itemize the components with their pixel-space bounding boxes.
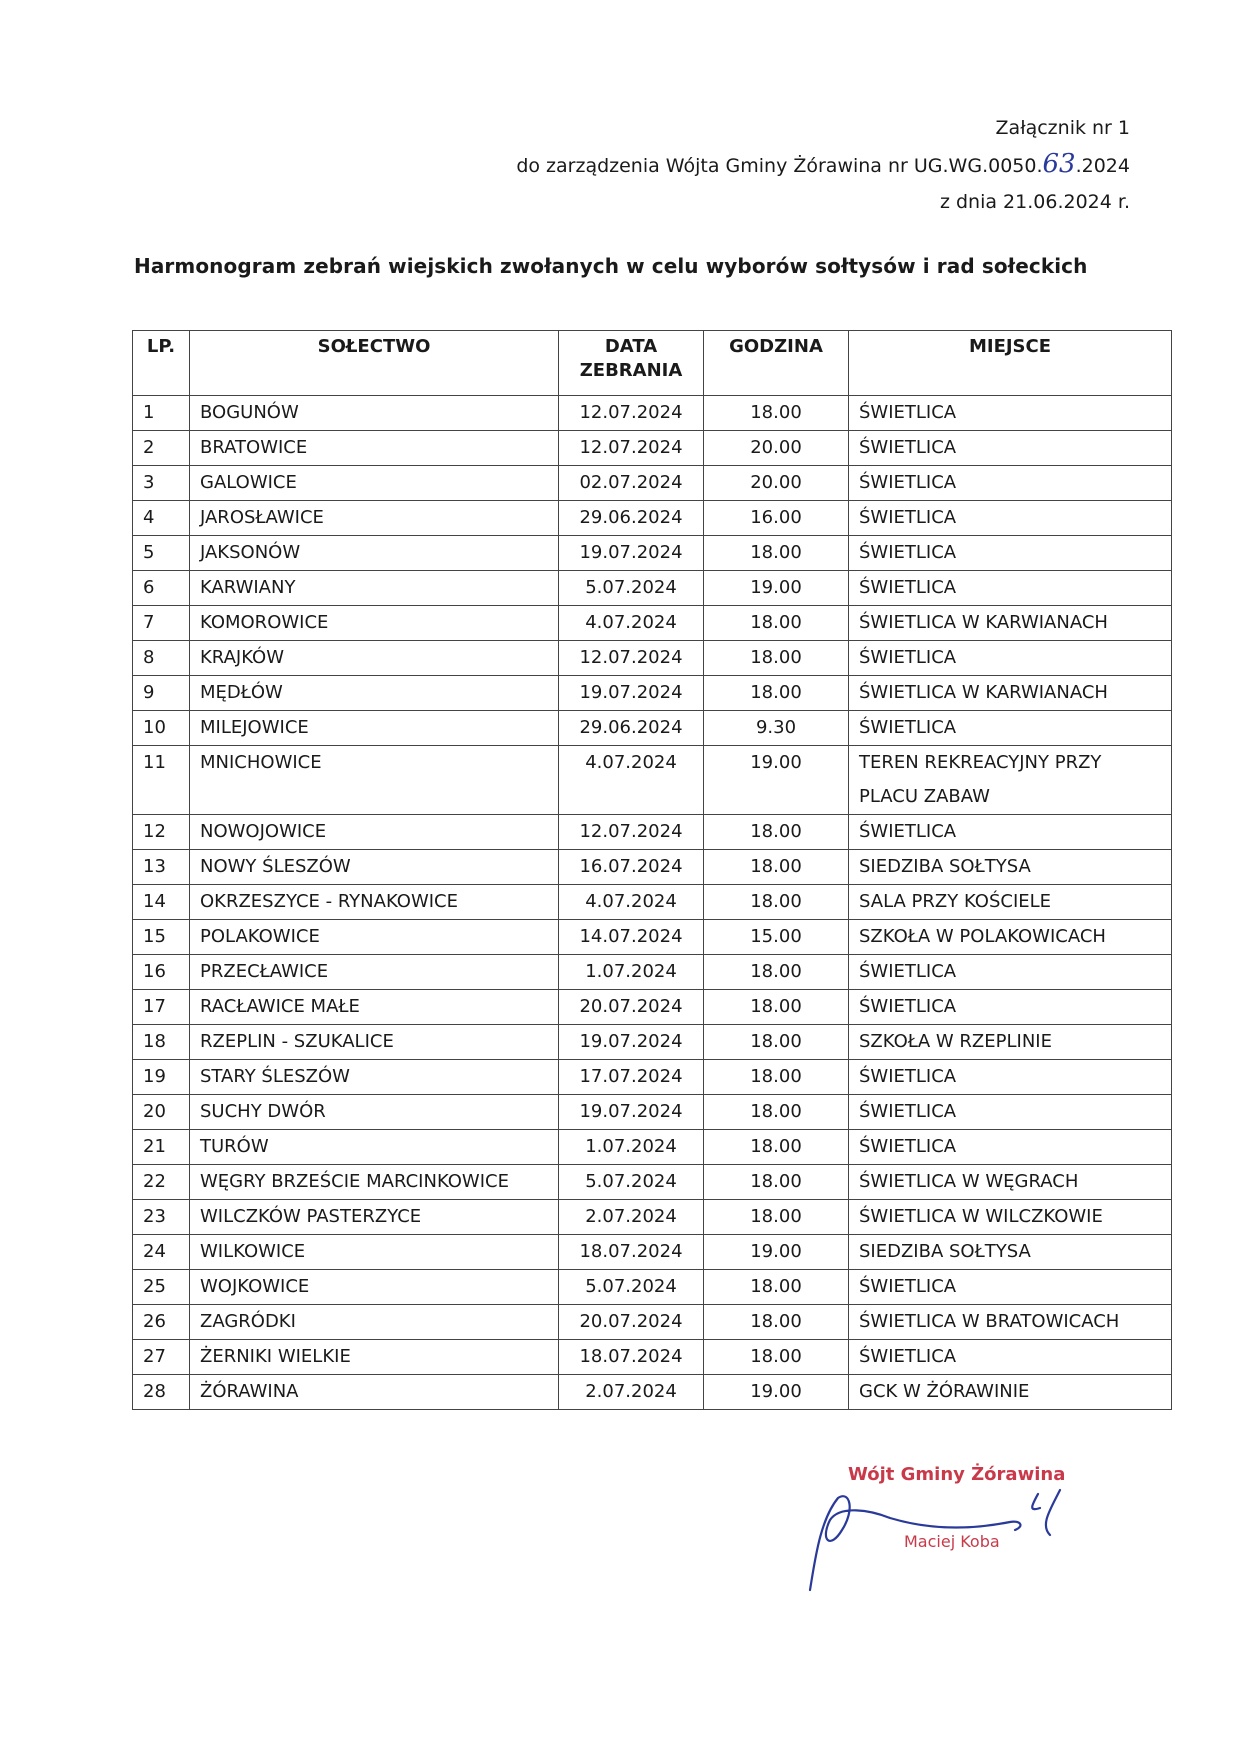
row-solectwo: POLAKOWICE [190, 920, 559, 955]
row-miejsce: ŚWIETLICA W KARWIANACH [849, 606, 1172, 641]
row-godzina: 20.00 [704, 466, 849, 501]
row-lp: 4 [133, 501, 190, 536]
row-godzina: 18.00 [704, 1305, 849, 1340]
table-row [133, 746, 1172, 815]
table-row [133, 1095, 1172, 1130]
header-data-zebrania: DATA ZEBRANIA [559, 331, 704, 396]
row-godzina: 20.00 [704, 431, 849, 466]
row-lp: 6 [133, 571, 190, 606]
header-miejsce: MIEJSCE [849, 331, 1172, 396]
row-data-zebrania: 14.07.2024 [559, 920, 704, 955]
row-lp: 13 [133, 850, 190, 885]
row-miejsce: TEREN REKREACYJNY PRZY PLACU ZABAW [849, 746, 1172, 815]
signature-name: Maciej Koba [904, 1532, 1000, 1551]
row-miejsce: ŚWIETLICA W WĘGRACH [849, 1165, 1172, 1200]
attachment-number: Załącznik nr 1 [995, 117, 1130, 139]
row-miejsce: SZKOŁA W RZEPLINIE [849, 1025, 1172, 1060]
row-data-zebrania: 12.07.2024 [559, 815, 704, 850]
row-solectwo: MNICHOWICE [190, 746, 559, 815]
row-data-zebrania: 17.07.2024 [559, 1060, 704, 1095]
row-solectwo: RZEPLIN - SZUKALICE [190, 1025, 559, 1060]
row-lp: 24 [133, 1235, 190, 1270]
row-godzina: 18.00 [704, 1130, 849, 1165]
row-miejsce: SIEDZIBA SOŁTYSA [849, 1235, 1172, 1270]
row-data-zebrania: 4.07.2024 [559, 606, 704, 641]
table-row [133, 1340, 1172, 1375]
row-solectwo: STARY ŚLESZÓW [190, 1060, 559, 1095]
row-miejsce: ŚWIETLICA [849, 396, 1172, 431]
table-row [133, 536, 1172, 571]
row-solectwo: WILCZKÓW PASTERZYCE [190, 1200, 559, 1235]
row-data-zebrania: 19.07.2024 [559, 1095, 704, 1130]
row-solectwo: GALOWICE [190, 466, 559, 501]
row-godzina: 18.00 [704, 396, 849, 431]
table-row [133, 990, 1172, 1025]
row-miejsce: ŚWIETLICA [849, 815, 1172, 850]
row-lp: 9 [133, 676, 190, 711]
row-data-zebrania: 18.07.2024 [559, 1340, 704, 1375]
row-godzina: 18.00 [704, 1200, 849, 1235]
row-data-zebrania: 1.07.2024 [559, 1130, 704, 1165]
table-row [133, 955, 1172, 990]
row-data-zebrania: 29.06.2024 [559, 711, 704, 746]
table-row [133, 850, 1172, 885]
row-lp: 2 [133, 431, 190, 466]
table-row [133, 1200, 1172, 1235]
row-miejsce: ŚWIETLICA W BRATOWICACH [849, 1305, 1172, 1340]
table-row [133, 815, 1172, 850]
row-lp: 5 [133, 536, 190, 571]
row-lp: 12 [133, 815, 190, 850]
row-data-zebrania: 5.07.2024 [559, 571, 704, 606]
row-data-zebrania: 12.07.2024 [559, 396, 704, 431]
row-solectwo: BOGUNÓW [190, 396, 559, 431]
table-row [133, 1270, 1172, 1305]
row-miejsce: ŚWIETLICA [849, 1270, 1172, 1305]
row-solectwo: ŻÓRAWINA [190, 1375, 559, 1410]
row-solectwo: WĘGRY BRZEŚCIE MARCINKOWICE [190, 1165, 559, 1200]
row-lp: 8 [133, 641, 190, 676]
row-data-zebrania: 02.07.2024 [559, 466, 704, 501]
ordinance-suffix: .2024 [1075, 155, 1130, 177]
table-row [133, 431, 1172, 466]
row-miejsce: ŚWIETLICA [849, 1095, 1172, 1130]
row-solectwo: TURÓW [190, 1130, 559, 1165]
row-godzina: 18.00 [704, 1165, 849, 1200]
meeting-schedule-table [132, 330, 1172, 1410]
row-data-zebrania: 2.07.2024 [559, 1375, 704, 1410]
signature-title: Wójt Gminy Żórawina [848, 1464, 1066, 1485]
row-miejsce: SIEDZIBA SOŁTYSA [849, 850, 1172, 885]
table-row [133, 1305, 1172, 1340]
row-lp: 3 [133, 466, 190, 501]
header-godzina: GODZINA [704, 331, 849, 396]
row-godzina: 9.30 [704, 711, 849, 746]
row-godzina: 19.00 [704, 1235, 849, 1270]
row-godzina: 18.00 [704, 1025, 849, 1060]
row-godzina: 16.00 [704, 501, 849, 536]
signature-block [800, 1450, 1120, 1610]
row-solectwo: NOWY ŚLESZÓW [190, 850, 559, 885]
row-solectwo: OKRZESZYCE - RYNAKOWICE [190, 885, 559, 920]
row-miejsce: ŚWIETLICA [849, 431, 1172, 466]
table-row [133, 466, 1172, 501]
row-lp: 26 [133, 1305, 190, 1340]
row-godzina: 18.00 [704, 955, 849, 990]
row-lp: 16 [133, 955, 190, 990]
table-row [133, 1060, 1172, 1095]
row-data-zebrania: 16.07.2024 [559, 850, 704, 885]
row-godzina: 15.00 [704, 920, 849, 955]
header-solectwo: SOŁECTWO [190, 331, 559, 396]
table-row [133, 1025, 1172, 1060]
row-miejsce: ŚWIETLICA [849, 1340, 1172, 1375]
table-row [133, 606, 1172, 641]
row-lp: 10 [133, 711, 190, 746]
row-data-zebrania: 1.07.2024 [559, 955, 704, 990]
row-godzina: 18.00 [704, 885, 849, 920]
row-godzina: 18.00 [704, 641, 849, 676]
row-data-zebrania: 5.07.2024 [559, 1270, 704, 1305]
row-lp: 14 [133, 885, 190, 920]
row-godzina: 18.00 [704, 676, 849, 711]
row-solectwo: NOWOJOWICE [190, 815, 559, 850]
row-miejsce: SZKOŁA W POLAKOWICACH [849, 920, 1172, 955]
row-solectwo: MĘDŁÓW [190, 676, 559, 711]
row-miejsce: ŚWIETLICA [849, 501, 1172, 536]
row-lp: 19 [133, 1060, 190, 1095]
row-lp: 23 [133, 1200, 190, 1235]
row-data-zebrania: 20.07.2024 [559, 990, 704, 1025]
row-lp: 28 [133, 1375, 190, 1410]
row-godzina: 18.00 [704, 1095, 849, 1130]
row-miejsce: ŚWIETLICA [849, 711, 1172, 746]
ordinance-date: z dnia 21.06.2024 r. [939, 191, 1130, 213]
row-data-zebrania: 20.07.2024 [559, 1305, 704, 1340]
table-row [133, 711, 1172, 746]
table-row [133, 641, 1172, 676]
row-lp: 25 [133, 1270, 190, 1305]
row-data-zebrania: 19.07.2024 [559, 536, 704, 571]
row-miejsce: ŚWIETLICA [849, 1130, 1172, 1165]
row-lp: 20 [133, 1095, 190, 1130]
table-row [133, 571, 1172, 606]
row-data-zebrania: 12.07.2024 [559, 641, 704, 676]
row-lp: 21 [133, 1130, 190, 1165]
ordinance-prefix: do zarządzenia Wójta Gminy Żórawina nr UG.WG.0050. [516, 155, 1043, 177]
table-body [133, 396, 1172, 1410]
table-header-row [133, 331, 1172, 396]
row-solectwo: SUCHY DWÓR [190, 1095, 559, 1130]
row-solectwo: MILEJOWICE [190, 711, 559, 746]
row-solectwo: JAKSONÓW [190, 536, 559, 571]
row-godzina: 18.00 [704, 1060, 849, 1095]
handwritten-number: 63 [1042, 149, 1076, 179]
row-godzina: 19.00 [704, 571, 849, 606]
row-solectwo: KARWIANY [190, 571, 559, 606]
row-data-zebrania: 5.07.2024 [559, 1165, 704, 1200]
row-solectwo: BRATOWICE [190, 431, 559, 466]
row-lp: 11 [133, 746, 190, 815]
row-data-zebrania: 19.07.2024 [559, 676, 704, 711]
row-lp: 7 [133, 606, 190, 641]
table-row [133, 920, 1172, 955]
row-godzina: 18.00 [704, 606, 849, 641]
row-solectwo: WILKOWICE [190, 1235, 559, 1270]
ordinance-reference [516, 146, 1130, 184]
row-lp: 15 [133, 920, 190, 955]
row-miejsce: ŚWIETLICA [849, 955, 1172, 990]
row-godzina: 18.00 [704, 536, 849, 571]
row-data-zebrania: 18.07.2024 [559, 1235, 704, 1270]
row-godzina: 18.00 [704, 1270, 849, 1305]
row-solectwo: KOMOROWICE [190, 606, 559, 641]
row-miejsce: ŚWIETLICA [849, 536, 1172, 571]
row-data-zebrania: 4.07.2024 [559, 746, 704, 815]
table-row [133, 1235, 1172, 1270]
row-solectwo: PRZECŁAWICE [190, 955, 559, 990]
row-data-zebrania: 12.07.2024 [559, 431, 704, 466]
row-miejsce: GCK W ŻÓRAWINIE [849, 1375, 1172, 1410]
row-solectwo: JAROSŁAWICE [190, 501, 559, 536]
row-solectwo: ZAGRÓDKI [190, 1305, 559, 1340]
table-row [133, 676, 1172, 711]
row-lp: 18 [133, 1025, 190, 1060]
row-data-zebrania: 4.07.2024 [559, 885, 704, 920]
row-miejsce: ŚWIETLICA [849, 571, 1172, 606]
header-lp: LP. [133, 331, 190, 396]
row-godzina: 19.00 [704, 746, 849, 815]
table-row [133, 1375, 1172, 1410]
row-solectwo: KRAJKÓW [190, 641, 559, 676]
table-row [133, 885, 1172, 920]
row-data-zebrania: 2.07.2024 [559, 1200, 704, 1235]
row-miejsce: ŚWIETLICA [849, 990, 1172, 1025]
row-miejsce: ŚWIETLICA W WILCZKOWIE [849, 1200, 1172, 1235]
table-row [133, 396, 1172, 431]
row-data-zebrania: 19.07.2024 [559, 1025, 704, 1060]
row-lp: 27 [133, 1340, 190, 1375]
row-miejsce: SALA PRZY KOŚCIELE [849, 885, 1172, 920]
row-godzina: 18.00 [704, 1340, 849, 1375]
row-godzina: 18.00 [704, 850, 849, 885]
attachment-header [516, 110, 1130, 220]
row-godzina: 19.00 [704, 1375, 849, 1410]
row-lp: 22 [133, 1165, 190, 1200]
row-miejsce: ŚWIETLICA [849, 466, 1172, 501]
row-solectwo: RACŁAWICE MAŁE [190, 990, 559, 1025]
row-godzina: 18.00 [704, 815, 849, 850]
row-solectwo: WOJKOWICE [190, 1270, 559, 1305]
row-data-zebrania: 29.06.2024 [559, 501, 704, 536]
table-row [133, 501, 1172, 536]
row-miejsce: ŚWIETLICA [849, 641, 1172, 676]
row-lp: 1 [133, 396, 190, 431]
row-solectwo: ŻERNIKI WIELKIE [190, 1340, 559, 1375]
row-lp: 17 [133, 990, 190, 1025]
table-row [133, 1165, 1172, 1200]
table-row [133, 1130, 1172, 1165]
row-godzina: 18.00 [704, 990, 849, 1025]
row-miejsce: ŚWIETLICA W KARWIANACH [849, 676, 1172, 711]
document-title: Harmonogram zebrań wiejskich zwołanych w celu wyborów sołtysów i rad sołeckich [134, 254, 1088, 278]
row-miejsce: ŚWIETLICA [849, 1060, 1172, 1095]
